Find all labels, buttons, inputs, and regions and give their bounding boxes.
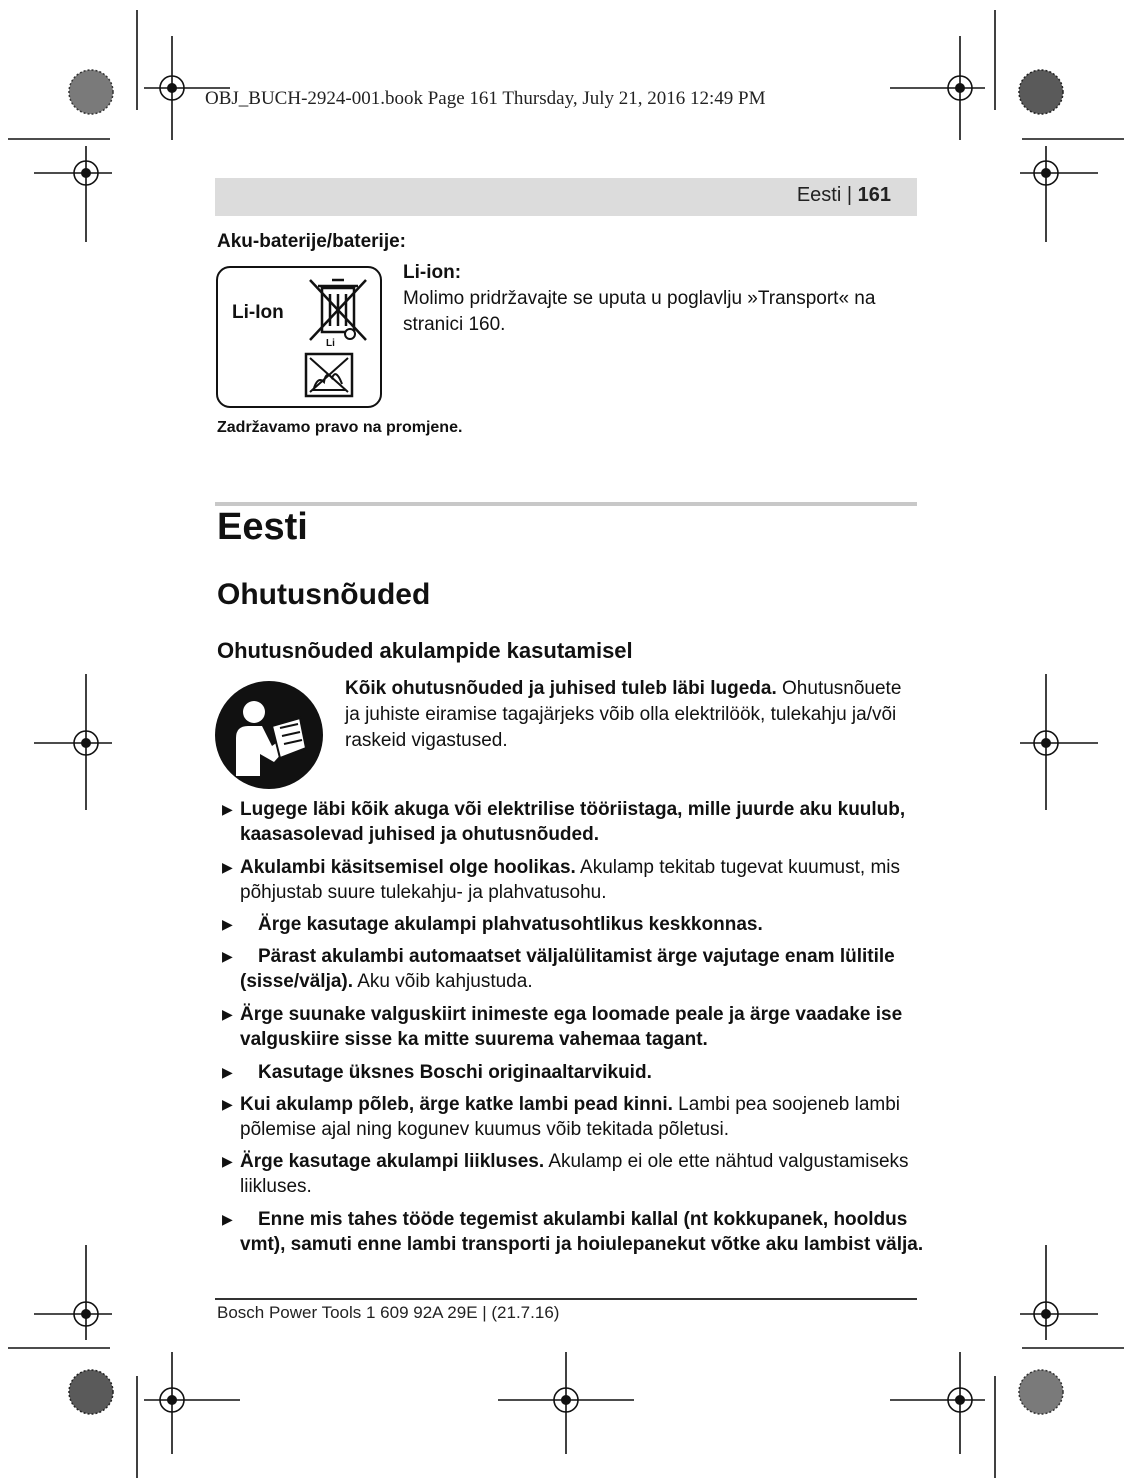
- read-manual-icon: [214, 680, 324, 790]
- intro-bold: Kõik ohutusnõuded ja juhised tuleb läbi lugeda.: [345, 678, 777, 699]
- bullet-item: ▶ Ärge suunake valguskiirt inimeste ega loomade peale ja ärge vaadake ise valguskiire sisse ka mitte suurema vahemaa tagant.: [222, 1004, 903, 1050]
- page-number: 161: [857, 184, 891, 206]
- bullet-arrow-icon: ▶: [222, 1096, 233, 1112]
- bin-li-label: Li: [326, 338, 335, 349]
- bullet-item: ▶ Akulambi käsitsemisel olge hoolikas. Akulamp tekitab tugevat kuumust, mis põhjustab suure tulekahju- ja plahvatusohu.: [222, 857, 901, 903]
- crossed-bin-icon: [304, 274, 374, 352]
- liion-label: Li-Ion: [232, 302, 284, 323]
- subsection-heading: Ohutusnõuded akulampide kasutamisel: [217, 638, 633, 663]
- liion-block: [403, 262, 903, 338]
- print-info-line: OBJ_BUCH-2924-001.book Page 161 Thursday, July 21, 2016 12:49 PM: [205, 88, 766, 109]
- liion-heading: Li-ion:: [403, 262, 462, 283]
- header-section: Eesti |: [796, 184, 858, 206]
- running-header: [215, 178, 917, 216]
- bullet-arrow-icon: ▶: [222, 859, 233, 875]
- bullet-arrow-icon: ▶: [222, 1211, 233, 1227]
- no-fire-icon: [304, 352, 354, 398]
- bullet-item: ▶ Enne mis tahes tööde tegemist akulambi kallal (nt kokkupanek, hooldus vmt), samuti enne lambi transporti ja hoiulepanekut võtke aku lambist välja.: [222, 1209, 924, 1255]
- footer-rule: [215, 1298, 917, 1300]
- bullet-arrow-icon: ▶: [222, 1006, 233, 1022]
- battery-disposal-box: [216, 266, 382, 408]
- section-heading: Ohutusnõuded: [217, 578, 431, 611]
- rights-note: Zadržavamo pravo na promjene.: [217, 419, 463, 436]
- intro-text: Ohutusnõuete ja juhiste eiramise tagajärjeks võib olla elektrilöök, tulekahju ja/või raskeid vigastused.: [345, 678, 902, 751]
- bullet-item: ▶ Lugege läbi kõik akuga või elektrilise tööriistaga, mille juurde aku kuulub, kaasasolevad juhised ja ohutusnõuded.: [222, 799, 906, 845]
- bullet-item: ▶ Pärast akulambi automaatset väljalülitamist ärge vajutage enam lülitile (sisse/välja). Aku võib kahjustuda.: [222, 946, 895, 992]
- bullet-item: ▶ Ärge kasutage akulampi plahvatusohtlikus keskkonnas.: [222, 914, 763, 935]
- bullet-arrow-icon: ▶: [222, 1153, 233, 1169]
- batteries-heading: Aku-baterije/baterije:: [217, 231, 406, 252]
- bullet-item: ▶ Ärge kasutage akulampi liikluses. Akulamp ei ole ette nähtud valgustamiseks liikluses.: [222, 1151, 909, 1197]
- language-title: Eesti: [217, 506, 308, 548]
- footer-text: Bosch Power Tools 1 609 92A 29E | (21.7.16): [217, 1303, 560, 1322]
- bullet-arrow-icon: ▶: [222, 801, 233, 817]
- intro-paragraph: [345, 676, 917, 754]
- bullet-item: ▶ Kui akulamp põleb, ärge katke lambi pead kinni. Lambi pea soojeneb lambi põlemise ajal ning kogunev kuumus võib tekitada põletusi.: [222, 1094, 900, 1140]
- bullet-item: ▶ Kasutage üksnes Boschi originaaltarvikuid.: [222, 1062, 652, 1083]
- bullet-arrow-icon: ▶: [222, 1064, 233, 1080]
- liion-text: Molimo pridržavajte se uputa u poglavlju »Transport« na stranici 160.: [403, 288, 876, 335]
- bullet-arrow-icon: ▶: [222, 916, 233, 932]
- bullet-arrow-icon: ▶: [222, 948, 233, 964]
